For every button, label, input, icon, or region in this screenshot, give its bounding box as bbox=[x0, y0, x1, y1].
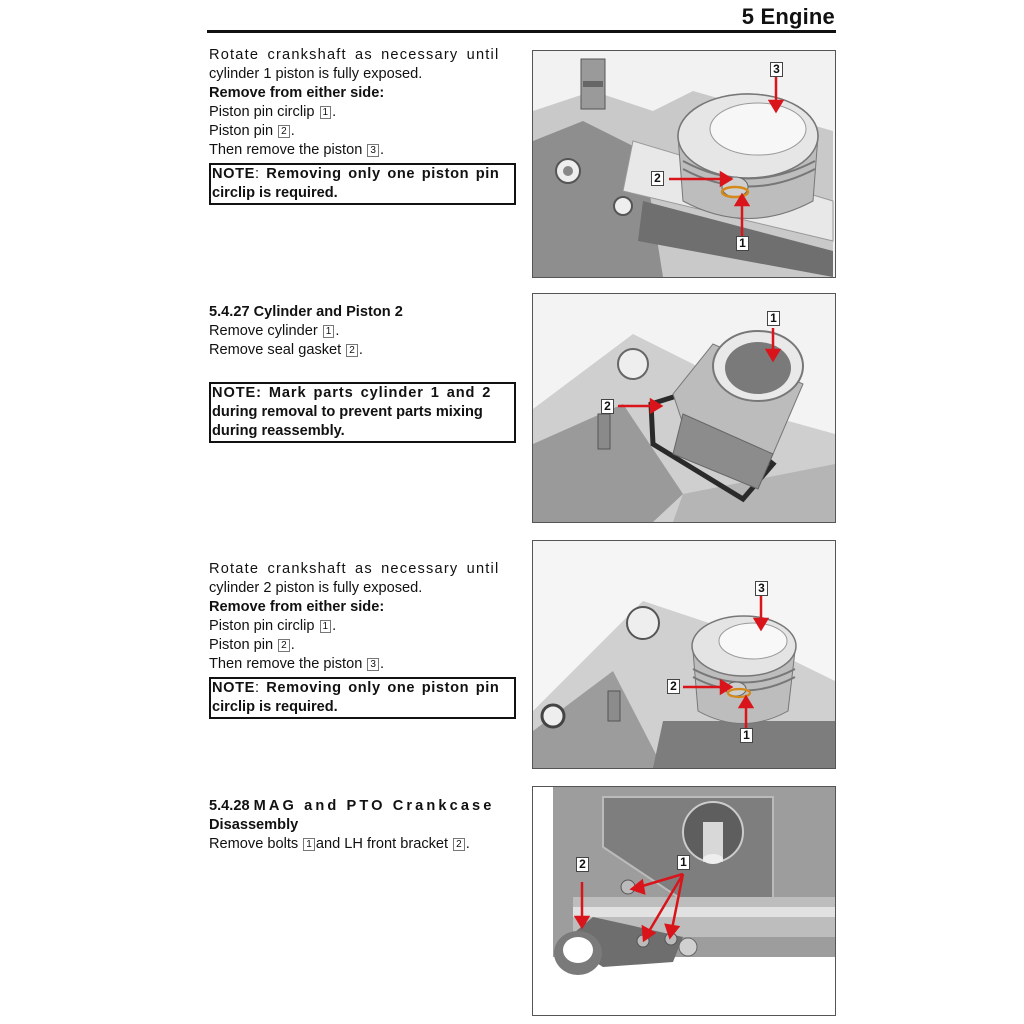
step-item: Piston pin circlip 1 . bbox=[209, 618, 337, 634]
step-item: Then remove the piston 3 . bbox=[209, 656, 385, 672]
callout-1: 1 bbox=[767, 311, 780, 326]
callout-1: 1 bbox=[740, 728, 753, 743]
callout-2: 2 bbox=[576, 857, 589, 872]
ref-number: 1 bbox=[320, 106, 332, 119]
header-rule bbox=[207, 30, 836, 33]
section-5-4-28-text bbox=[209, 797, 515, 854]
crankcase-bracket-illustration bbox=[533, 787, 835, 1015]
figure-cylinder2-removal bbox=[532, 293, 836, 523]
figure-cylinder2-piston bbox=[532, 540, 836, 769]
section-heading-continued: Disassembly bbox=[209, 817, 299, 833]
step-item: Remove bolts 1 and LH front bracket 2 . bbox=[209, 836, 470, 852]
step-item: Piston pin circlip 1 . bbox=[209, 104, 337, 120]
step-item: Remove seal gasket 2 . bbox=[209, 342, 363, 358]
step-item: Then remove the piston 3 . bbox=[209, 142, 385, 158]
engine-cylinder-illustration bbox=[533, 294, 835, 522]
callout-2: 2 bbox=[601, 399, 614, 414]
step-item: Piston pin 2 . bbox=[209, 123, 295, 139]
callout-3: 3 bbox=[770, 62, 783, 77]
ref-number: 1 bbox=[323, 325, 335, 338]
intro-line: cylinder 2 piston is fully exposed. bbox=[209, 580, 423, 596]
ref-number: 2 bbox=[278, 639, 290, 652]
ref-number: 3 bbox=[367, 144, 379, 157]
section-heading: 5.4.28 MAG and PTO Crankcase bbox=[209, 798, 495, 814]
note-box: NOTE: Removing only one piston pin circlip is required. bbox=[209, 163, 516, 205]
figure-crankcase-bracket bbox=[532, 786, 836, 1016]
engine-piston-illustration bbox=[533, 541, 835, 768]
ref-number: 2 bbox=[346, 344, 358, 357]
intro-line: cylinder 1 piston is fully exposed. bbox=[209, 66, 423, 82]
engine-piston-illustration bbox=[533, 51, 835, 277]
note-box: NOTE: Removing only one piston pin circlip is required. bbox=[209, 677, 516, 719]
callout-3: 3 bbox=[755, 581, 768, 596]
subheading: Remove from either side: bbox=[209, 599, 385, 615]
section-cylinder2-piston-text bbox=[209, 560, 515, 674]
subheading: Remove from either side: bbox=[209, 85, 385, 101]
callout-2: 2 bbox=[667, 679, 680, 694]
ref-number: 3 bbox=[367, 658, 379, 671]
ref-number: 2 bbox=[453, 838, 465, 851]
ref-number: 2 bbox=[278, 125, 290, 138]
figure-cylinder1-piston bbox=[532, 50, 836, 278]
chapter-title: 5 Engine bbox=[741, 4, 835, 29]
section-5-4-27-text bbox=[209, 303, 515, 360]
intro-line: Rotate crankshaft as necessary until bbox=[209, 47, 500, 63]
ref-number: 1 bbox=[303, 838, 315, 851]
callout-1: 1 bbox=[736, 236, 749, 251]
section-cylinder1-piston-text bbox=[209, 46, 515, 160]
step-item: Piston pin 2 . bbox=[209, 637, 295, 653]
ref-number: 1 bbox=[320, 620, 332, 633]
note-box: NOTE: Mark parts cylinder 1 and 2 during removal to prevent parts mixing during reassembly. bbox=[209, 382, 516, 443]
callout-2: 2 bbox=[651, 171, 664, 186]
section-heading: 5.4.27 Cylinder and Piston 2 bbox=[209, 304, 403, 320]
intro-line: Rotate crankshaft as necessary until bbox=[209, 561, 500, 577]
step-item: Remove cylinder 1 . bbox=[209, 323, 340, 339]
callout-1: 1 bbox=[677, 855, 690, 870]
